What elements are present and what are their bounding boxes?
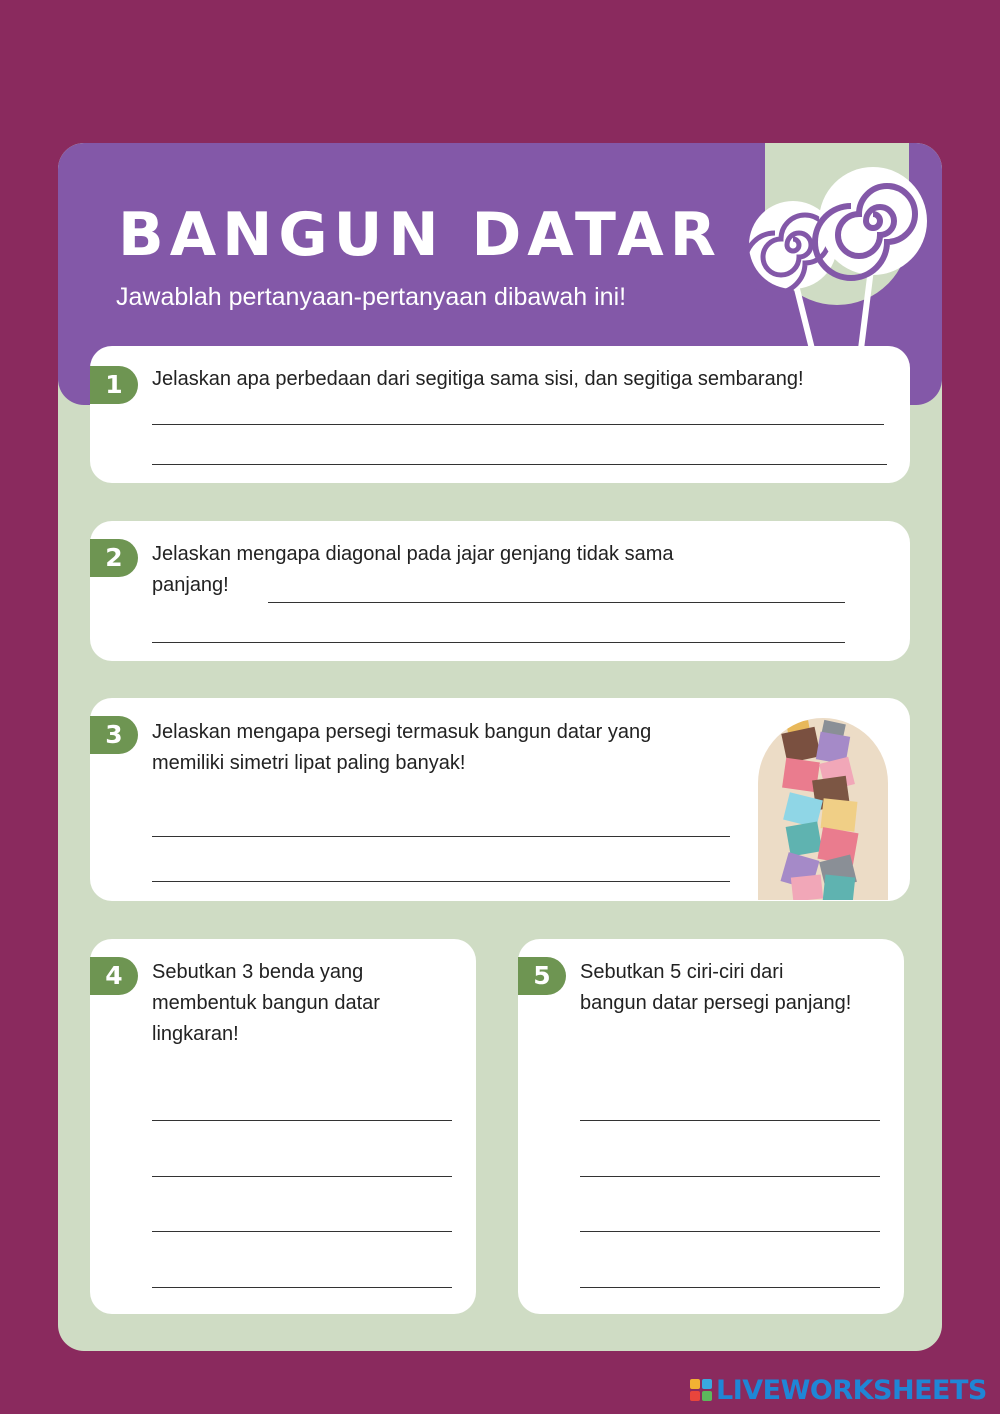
answer-line[interactable] (580, 1120, 880, 1121)
answer-line[interactable] (152, 1120, 452, 1121)
answer-line[interactable] (152, 1176, 452, 1177)
question-text-1: Jelaskan apa perbedaan dari segitiga sama sisi, dan segitiga sembarang! (152, 368, 804, 390)
answer-line[interactable] (580, 1287, 880, 1288)
question-text-2-line-1: Jelaskan mengapa diagonal pada jajar genjang tidak sama (152, 543, 674, 565)
answer-line[interactable] (580, 1231, 880, 1232)
question-text-5-line-1: Sebutkan 5 ciri-ciri dari (580, 961, 784, 983)
page-subtitle: Jawablah pertanyaan-pertanyaan dibawah ini! (116, 283, 627, 311)
answer-line[interactable] (152, 836, 730, 837)
question-text-4-line-2: membentuk bangun datar (152, 992, 380, 1014)
question-card-5 (518, 939, 904, 1314)
question-text-4-line-1: Sebutkan 3 benda yang (152, 961, 364, 983)
paper-mosaic-image (758, 718, 888, 900)
question-number-5: 5 (518, 957, 566, 995)
question-number-2: 2 (90, 539, 138, 577)
question-number-1: 1 (90, 366, 138, 404)
question-card-1 (90, 346, 910, 483)
question-text-3-line-1: Jelaskan mengapa persegi termasuk bangun datar yang (152, 721, 652, 743)
question-text-3-line-2: memiliki simetri lipat paling banyak! (152, 752, 466, 774)
brand-name: LIVEWORKSHEETS (716, 1374, 987, 1406)
question-text-4-line-3: lingkaran! (152, 1023, 239, 1045)
question-number-3: 3 (90, 716, 138, 754)
page-title: BANGUN DATAR (118, 200, 722, 270)
answer-line[interactable] (580, 1176, 880, 1177)
answer-line[interactable] (152, 1231, 452, 1232)
answer-line[interactable] (152, 1287, 452, 1288)
answer-line[interactable] (268, 602, 845, 603)
answer-line[interactable] (152, 424, 884, 425)
question-card-4 (90, 939, 476, 1314)
liveworksheets-logo (690, 1374, 987, 1406)
answer-line[interactable] (152, 464, 887, 465)
liveworksheets-icon (690, 1379, 712, 1401)
question-text-2-line-2: panjang! (152, 574, 229, 596)
question-number-4: 4 (90, 957, 138, 995)
question-text-5-line-2: bangun datar persegi panjang! (580, 992, 852, 1014)
answer-line[interactable] (152, 642, 845, 643)
answer-line[interactable] (152, 881, 730, 882)
question-card-2 (90, 521, 910, 661)
